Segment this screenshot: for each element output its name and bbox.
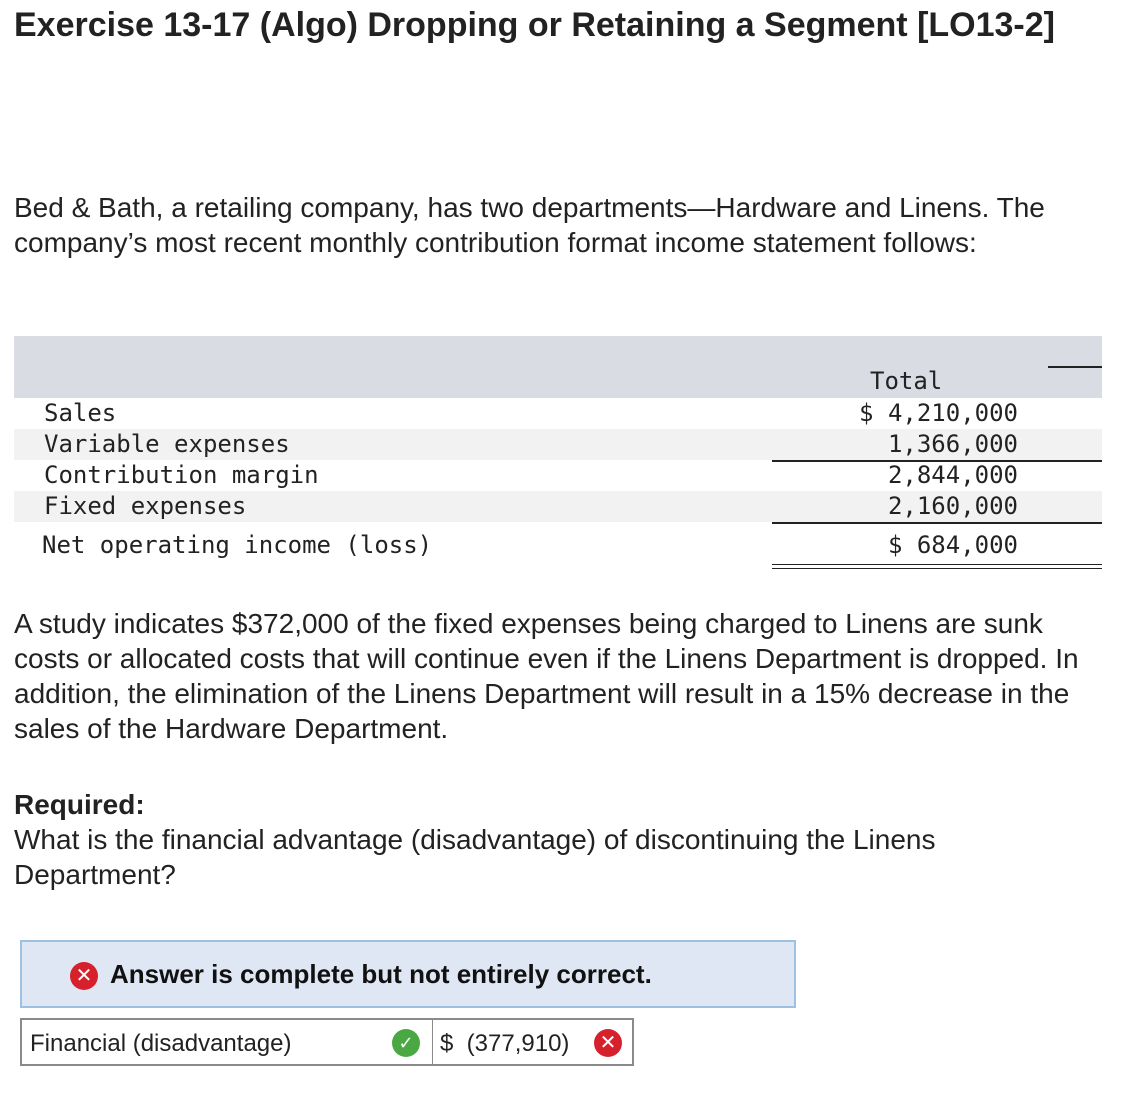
statement-row-fixed-expenses [14, 491, 1102, 522]
statement-row-contribution-margin [14, 460, 1102, 491]
answer-row [20, 1018, 634, 1066]
answer-value-field[interactable]: $ (377,910) [440, 1030, 570, 1057]
cell-divider [432, 1020, 433, 1064]
subtotal-rule [772, 522, 1102, 524]
required-heading: Required: [14, 789, 145, 820]
answer-status-text: Answer is complete but not entirely correct. [110, 959, 652, 989]
intro-paragraph: Bed & Bath, a retailing company, has two departments—Hardware and Linens. The company’s most recent monthly contribution format income statement follows: [14, 192, 1045, 258]
row-value: 2,844,000 [887, 461, 1018, 489]
row-label: Sales [44, 399, 117, 427]
answer-row-label: Financial (disadvantage) [30, 1030, 292, 1057]
double-rule-bottom [772, 568, 1102, 569]
check-circle-icon: ✓ [392, 1029, 420, 1057]
statement-row-variable-expenses [14, 429, 1102, 460]
row-label: Fixed expenses [44, 492, 247, 520]
row-label: Variable expenses [44, 430, 290, 458]
row-value: $ 684,000 [887, 531, 1018, 559]
x-circle-icon: ✕ [70, 962, 98, 990]
income-statement [14, 336, 1102, 570]
x-circle-icon: ✕ [594, 1029, 622, 1057]
statement-row-sales [14, 398, 1102, 429]
statement-row-net-operating-income [14, 530, 1102, 561]
double-rule-top [772, 564, 1102, 565]
question-text: What is the financial advantage (disadvantage) of discontinuing the Linens Department? [14, 824, 936, 890]
header-rule [1048, 366, 1102, 368]
row-value: 1,366,000 [887, 430, 1018, 458]
answer-status-banner [20, 940, 796, 1008]
row-value: 2,160,000 [887, 492, 1018, 520]
study-paragraph: A study indicates $372,000 of the fixed expenses being charged to Linens are sunk costs or allocated costs that will continue even if the Linens Department is dropped. In addition, the elimination of the Linens Department will result in a 15% decrease in the sales of the Hardware Department. [14, 608, 1079, 744]
column-header-total: Total [870, 367, 943, 395]
row-label: Contribution margin [44, 461, 319, 489]
row-value: $ 4,210,000 [859, 399, 1018, 427]
page-title: Exercise 13-17 (Algo) Dropping or Retaining a Segment [LO13-2] [14, 6, 1055, 44]
row-label: Net operating income (loss) [42, 531, 433, 559]
